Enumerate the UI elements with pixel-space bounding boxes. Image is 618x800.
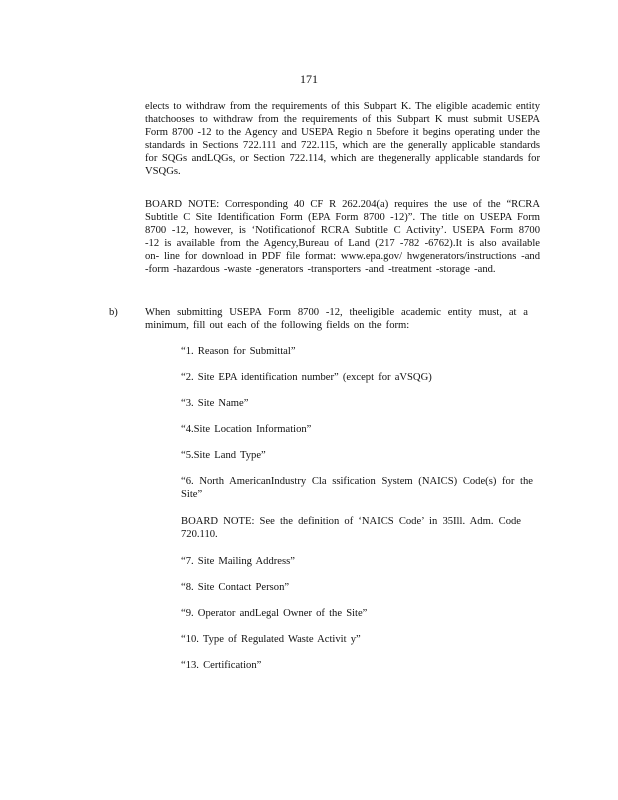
field-certification: “13. Certification”	[181, 660, 262, 671]
board-note-naics: BOARD NOTE: See the definition of ‘NAICS Code’ in 35Ill. Adm. Code 720.110.	[181, 516, 521, 540]
field-site-mailing-address: “7. Site Mailing Address”	[181, 556, 295, 567]
field-site-name: “3. Site Name”	[181, 398, 249, 409]
field-site-epa-id: “2. Site EPA identification number” (except for aVSQG)	[181, 372, 432, 383]
field-site-contact-person: “8. Site Contact Person”	[181, 582, 290, 593]
paragraph-withdrawal: elects to withdraw from the requirements of this Subpart K. The eligible academic entity thatchooses to withdraw from the requirements of this Subpart K must submit USEPA Form 8700 -12 to the Agency and USEPA Regio n 5before it begins operating under the standards in Sections 722.111 and 722.115, which are the generally applicable standards for SQGs andLQGs, or Section 722.114, which are thegenerally applicable standards for VSQGs.	[145, 101, 540, 177]
field-site-location: “4.Site Location Information”	[181, 424, 312, 435]
list-marker-b: b)	[109, 307, 118, 318]
field-reason-for-submittal: “1. Reason for Submittal”	[181, 346, 296, 357]
field-site-land-type: “5.Site Land Type”	[181, 450, 266, 461]
field-operator-owner: “9. Operator andLegal Owner of the Site”	[181, 608, 368, 619]
board-note-form: BOARD NOTE: Corresponding 40 CF R 262.204(a) requires the use of the “RCRA Subtitle C Site Identification Form (EPA Form 8700 -12)”. The title on USEPA Form 8700 -12, however, is ‘Notificationof RCRA Subtitle C Activity’. USEPA Form 8700 -12 is available from the Agency,Bureau of Land (217 -782 -6762).It is also available on- line for download in PDF file format: www.epa.gov/ hwgenerators/instructions -and -form -hazardous -waste -generators -transporters -and -treatment -storage -and.	[145, 199, 540, 275]
page-number: 171	[300, 72, 318, 86]
paragraph-b: When submitting USEPA Form 8700 -12, theeligible academic entity must, at a minimum, fill out each of the following fields on the form:	[145, 307, 528, 331]
field-regulated-waste-activity: “10. Type of Regulated Waste Activit y”	[181, 634, 361, 645]
field-naics-code: “6. North AmericanIndustry Cla ssification System (NAICS) Code(s) for the Site”	[181, 476, 533, 500]
